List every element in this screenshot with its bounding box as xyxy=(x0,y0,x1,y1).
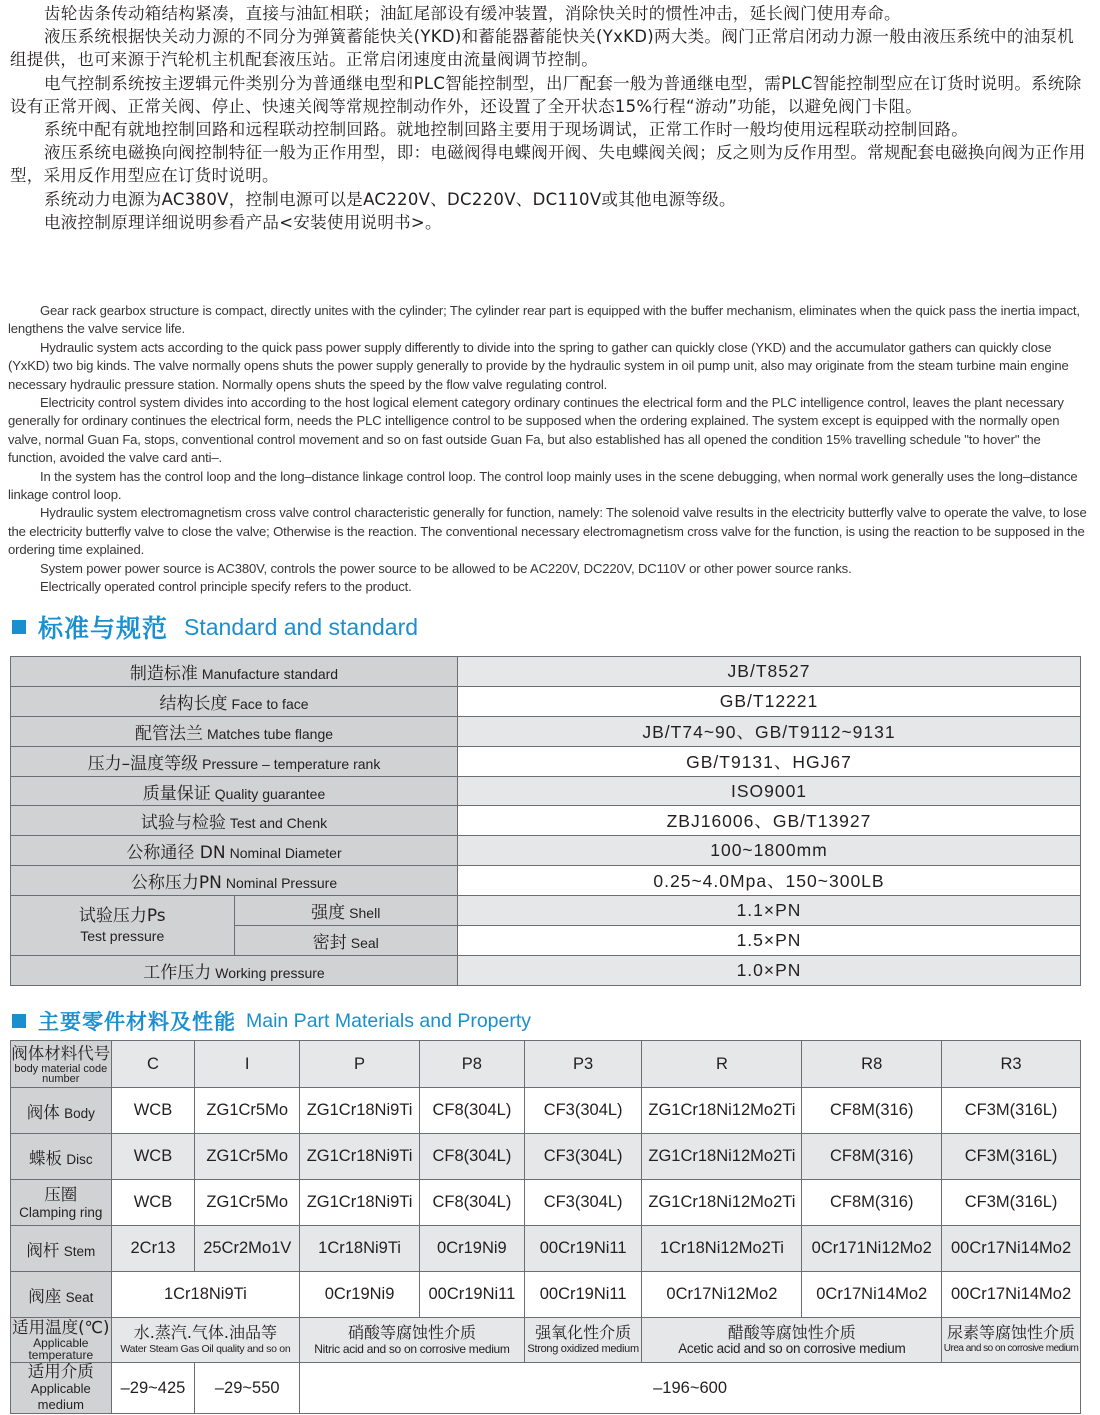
code-cell: P8 xyxy=(419,1041,524,1088)
table-row xyxy=(11,1318,1081,1363)
materials-title-cn: 主要零件材料及性能 xyxy=(38,1010,236,1034)
material-cell: CF8M(316) xyxy=(802,1180,942,1226)
medium-cell: 强氧化性介质 Strong oxidized medium xyxy=(524,1318,642,1363)
cn-paragraph: 液压系统电磁换向阀控制特征一般为正作用型，即：电磁阀得电蝶阀开阀、失电蝶阀关阀；反之则为反作用型。常规配套电磁换向阀为正作用型，采用反作用型应在订货时说明。 xyxy=(10,143,1086,186)
material-cell: WCB xyxy=(111,1088,195,1134)
materials-title-en: Main Part Materials and Property xyxy=(246,1009,532,1032)
table-row xyxy=(11,1363,1081,1414)
material-cell: ZG1Cr5Mo xyxy=(195,1180,300,1226)
material-cell: 1Cr18Ni12Mo2Ti xyxy=(642,1226,802,1272)
row-label: 制造标准 Manufacture standard xyxy=(11,657,458,687)
row-label: 压力–温度等级 Pressure – temperature rank xyxy=(11,746,458,776)
temperature-cell: –29~550 xyxy=(195,1363,300,1414)
cn-paragraph: 电液控制原理详细说明参看产品<安装使用说明书>。 xyxy=(44,212,442,232)
temperature-cell: –29~425 xyxy=(111,1363,195,1414)
standard-title-en: Standard and standard xyxy=(184,613,419,640)
table-row xyxy=(11,657,1081,687)
stem-label: 阀杆 Stem xyxy=(11,1226,112,1272)
code-cell: C xyxy=(111,1041,195,1088)
row-label: 试验与检验 Test and Chenk xyxy=(11,806,458,836)
row-value: ZBJ16006、GB/T13927 xyxy=(458,806,1081,836)
material-cell: 0Cr17Ni14Mo2 xyxy=(802,1272,942,1318)
row-label: 结构长度 Face to face xyxy=(11,686,458,716)
material-cell: 00Cr19Ni11 xyxy=(524,1272,642,1318)
row-value: 1.0×PN xyxy=(458,955,1081,985)
standard-title-cn: 标准与规范 xyxy=(38,614,169,643)
table-row xyxy=(11,896,1081,926)
medium-cell: 水.蒸汽.气体.油品等 Water Steam Gas Oil quality and so on xyxy=(111,1318,300,1363)
material-cell: WCB xyxy=(111,1134,195,1180)
table-row xyxy=(11,686,1081,716)
test-pressure-label: 试验压力Ps Test pressure xyxy=(11,896,235,956)
table-row xyxy=(11,1041,1081,1088)
cn-paragraph: 系统中配有就地控制回路和远程联动控制回路。就地控制回路主要用于现场调试，正常工作时一般均使用远程联动控制回路。 xyxy=(44,120,968,140)
medium-cell: 尿素等腐蚀性介质 Urea and so on corrosive medium xyxy=(942,1318,1081,1363)
material-cell: 0Cr17Ni12Mo2 xyxy=(642,1272,802,1318)
material-cell: ZG1Cr18Ni12Mo2Ti xyxy=(642,1088,802,1134)
row-label: 公称通径 DN Nominal Diameter xyxy=(11,836,458,866)
material-cell: 0Cr19Ni9 xyxy=(419,1226,524,1272)
material-cell: CF3M(316L) xyxy=(942,1134,1081,1180)
materials-heading xyxy=(12,1006,531,1036)
row-label: 工作压力 Working pressure xyxy=(11,955,458,985)
material-cell: 00Cr19Ni11 xyxy=(419,1272,524,1318)
material-cell: 00Cr17Ni14Mo2 xyxy=(942,1226,1081,1272)
english-description xyxy=(8,302,1088,597)
table-row xyxy=(11,866,1081,896)
material-cell: 2Cr13 xyxy=(111,1226,195,1272)
medium-label: 适用介质 Applicable medium xyxy=(11,1363,112,1414)
code-cell: P xyxy=(300,1041,420,1088)
material-cell: CF3(304L) xyxy=(524,1088,642,1134)
temperature-label: 适用温度(℃) Applicable temperature xyxy=(12,1318,110,1362)
en-paragraph: In the system has the control loop and the long–distance linkage control loop. The control loop mainly uses in the scene debugging, when normal work generally uses the long–distance linkage control loop. xyxy=(8,468,1078,503)
material-cell: WCB xyxy=(111,1180,195,1226)
table-row xyxy=(11,1226,1081,1272)
code-label: 阀体材料代号 body material code number xyxy=(11,1041,112,1088)
table-row xyxy=(11,776,1081,806)
code-cell: R3 xyxy=(942,1041,1081,1088)
table-row xyxy=(11,716,1081,746)
table-row xyxy=(11,955,1081,985)
material-cell: CF8(304L) xyxy=(419,1134,524,1180)
material-cell: CF3(304L) xyxy=(524,1134,642,1180)
seal-label: 密封 Seal xyxy=(234,926,458,956)
en-paragraph: Electricity control system divides into according to the host logical element category ordinary continues the electrical form and the PLC intelligence control, leaves the plant necessary generally for ordinary continues the electrical form, needs the PLC intelligence control to be supposed when the ordering explained. The system except is equipped with the normally open valve, normal Guan Fa, stops, conventional control movement and so on fast outside Guan Fa, but also established has all opened the condition 15% travelling schedule "to hover" the function, avoided the valve card anti–. xyxy=(8,395,1064,466)
cn-paragraph: 液压系统根据快关动力源的不同分为弹簧蓄能快关(YKD)和蓄能器蓄能快关(YxKD)两大类。阀门正常启闭动力源一般由液压系统中的油泵机组提供，也可来源于汽轮机主机配套液压站。正常启闭速度由流量阀调节控制。 xyxy=(10,27,1075,70)
seat-label: 阀座 Seat xyxy=(11,1272,112,1318)
material-cell: ZG1Cr18Ni9Ti xyxy=(300,1088,420,1134)
material-cell: 1Cr18Ni9Ti xyxy=(300,1226,420,1272)
row-value: 0.25~4.0Mpa、150~300LB xyxy=(458,866,1081,896)
table-row xyxy=(11,836,1081,866)
standard-heading xyxy=(12,609,418,645)
row-label: 公称压力PN Nominal Pressure xyxy=(11,866,458,896)
code-cell: P3 xyxy=(524,1041,642,1088)
row-value: JB/T8527 xyxy=(458,657,1081,687)
material-cell: CF8(304L) xyxy=(419,1180,524,1226)
heading-square-icon xyxy=(12,1014,26,1028)
table-row xyxy=(11,1088,1081,1134)
material-cell: 00Cr19Ni11 xyxy=(524,1226,642,1272)
material-cell: 0Cr19Ni9 xyxy=(300,1272,420,1318)
row-value: 100~1800mm xyxy=(458,836,1081,866)
code-cell: R8 xyxy=(802,1041,942,1088)
material-cell: CF8(304L) xyxy=(419,1088,524,1134)
row-value: GB/T9131、HGJ67 xyxy=(458,746,1081,776)
cn-paragraph: 电气控制系统按主逻辑元件类别分为普通继电型和PLC智能控制型，出厂配套一般为普通继电型，需PLC智能控制型应在订货时说明。系统除设有正常开阀、正常关阀、停止、快速关阀等常规控制动作外，还设置了全开状态15%行程“游动”功能，以避免阀门卡阻。 xyxy=(10,73,1082,116)
seal-value: 1.5×PN xyxy=(458,926,1081,956)
material-cell: ZG1Cr18Ni12Mo2Ti xyxy=(642,1134,802,1180)
en-paragraph: Electrically operated control principle specify refers to the product. xyxy=(40,579,412,595)
material-cell: ZG1Cr5Mo xyxy=(195,1088,300,1134)
temperature-cell: –196~600 xyxy=(300,1363,1081,1414)
shell-label: 强度 Shell xyxy=(234,896,458,926)
table-row xyxy=(11,1134,1081,1180)
medium-cell: 硝酸等腐蚀性介质 Nitric acid and so on corrosive medium xyxy=(300,1318,525,1363)
material-cell: 1Cr18Ni9Ti xyxy=(111,1272,300,1318)
material-cell: CF3(304L) xyxy=(524,1180,642,1226)
material-cell: CF3M(316L) xyxy=(942,1088,1081,1134)
material-cell: 00Cr17Ni14Mo2 xyxy=(942,1272,1081,1318)
row-label: 配管法兰 Matches tube flange xyxy=(11,716,458,746)
en-paragraph: Gear rack gearbox structure is compact, directly unites with the cylinder; The cylinder rear part is equipped with the buffer mechanism, eliminates when the quick pass the inertia impact, lengthens the valve service life. xyxy=(8,303,1080,337)
en-paragraph: System power power source is AC380V, controls the power source to be allowed to be AC220V, DC220V, DC110V or other power source ranks. xyxy=(40,560,852,576)
table-row xyxy=(11,806,1081,836)
material-cell: ZG1Cr18Ni9Ti xyxy=(300,1180,420,1226)
ring-label: 压圈 Clamping ring xyxy=(11,1180,112,1226)
material-cell: 0Cr171Ni12Mo2 xyxy=(802,1226,942,1272)
row-value: JB/T74~90、GB/T9112~9131 xyxy=(458,716,1081,746)
row-label: 质量保证 Quality guarantee xyxy=(11,776,458,806)
disc-label: 蝶板 Disc xyxy=(11,1134,112,1180)
en-paragraph: Hydraulic system acts according to the quick pass power supply differently to divide into the spring to gather can quickly close (YKD) and the accumulator gathers can quickly close (YxKD) two big kinds. The valve normally opens shuts the power supply generally to provide by the hydraulic system in oil pump unit, also may originate from the steam turbine main engine necessary hydraulic pressure station. Normally opens shuts the speed by the flow valve regulating control. xyxy=(8,339,1069,392)
en-paragraph: Hydraulic system electromagnetism cross valve control characteristic generally for function, namely: The solenoid valve results in the electricity butterfly valve to operate the valve, to lose the electricity butterfly valve to close the valve; Otherwise is the reaction. The conventional necessary electromagnetism cross valve for the function, is using the reaction to be supposed in the ordering time explained. xyxy=(8,505,1087,558)
code-cell: I xyxy=(195,1041,300,1088)
medium-cell: 醋酸等腐蚀性介质 Acetic acid and so on corrosive medium xyxy=(642,1318,942,1363)
table-row xyxy=(11,1272,1081,1318)
table-row xyxy=(11,1180,1081,1226)
material-cell: CF8M(316) xyxy=(802,1134,942,1180)
materials-table xyxy=(10,1040,1081,1414)
cn-paragraph: 齿轮齿条传动箱结构紧凑，直接与油缸相联；油缸尾部设有缓冲装置，消除快关时的惯性冲击，延长阀门使用寿命。 xyxy=(44,4,901,23)
heading-square-icon xyxy=(12,620,26,634)
code-cell: R xyxy=(642,1041,802,1088)
material-cell: CF3M(316L) xyxy=(942,1180,1081,1226)
body-label: 阀体 Body xyxy=(11,1088,112,1134)
table-row xyxy=(11,746,1081,776)
material-cell: 25Cr2Mo1V xyxy=(195,1226,300,1272)
material-cell: ZG1Cr5Mo xyxy=(195,1134,300,1180)
row-value: ISO9001 xyxy=(458,776,1081,806)
chinese-description xyxy=(10,2,1088,234)
shell-value: 1.1×PN xyxy=(458,896,1081,926)
material-cell: ZG1Cr18Ni9Ti xyxy=(300,1134,420,1180)
material-cell: CF8M(316) xyxy=(802,1088,942,1134)
row-value: GB/T12221 xyxy=(458,686,1081,716)
cn-paragraph: 系统动力电源为AC380V，控制电源可以是AC220V、DC220V、DC110V或其他电源等级。 xyxy=(44,189,736,209)
material-cell: ZG1Cr18Ni12Mo2Ti xyxy=(642,1180,802,1226)
standard-table xyxy=(10,656,1081,986)
